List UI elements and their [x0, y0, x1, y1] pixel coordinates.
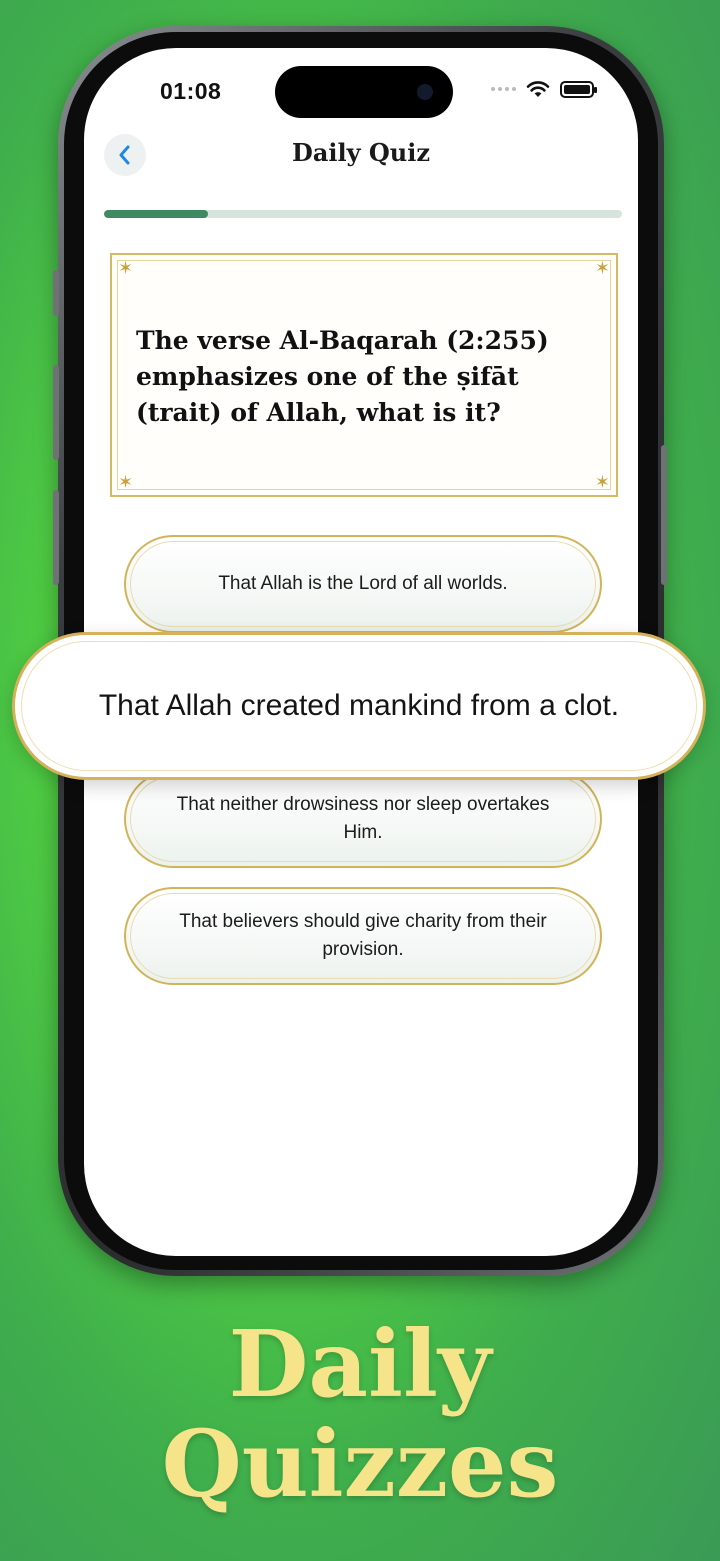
battery-icon: [560, 81, 594, 98]
quiz-progress-fill: [104, 210, 208, 218]
corner-star-icon: ✶: [118, 258, 134, 278]
side-button-volume-up: [53, 365, 59, 460]
wifi-icon: [526, 80, 550, 98]
side-button-power: [661, 445, 667, 585]
corner-star-icon: ✶: [594, 472, 610, 492]
camera-icon: [417, 84, 433, 100]
answer-option-1[interactable]: That Allah is the Lord of all worlds.: [124, 535, 602, 633]
answer-option-3[interactable]: That neither drowsiness nor sleep overtakes Him.: [124, 770, 602, 868]
signal-dots-icon: [491, 87, 516, 91]
headline-line-1: Daily: [228, 1310, 492, 1418]
question-text: The verse Al-Baqarah (2:255) emphasizes one of the ṣifāt (trait) of Allah, what is it?: [136, 326, 549, 427]
side-button-action: [53, 270, 59, 316]
corner-star-icon: ✶: [118, 472, 134, 492]
dynamic-island: [275, 66, 453, 118]
corner-star-icon: ✶: [594, 258, 610, 278]
question-card: [110, 253, 618, 497]
answer-option-4[interactable]: That believers should give charity from their provision.: [124, 887, 602, 985]
side-button-volume-down: [53, 490, 59, 585]
answer-option-2-highlighted[interactable]: [12, 632, 706, 780]
page-title: Daily Quiz: [292, 138, 430, 167]
status-icons: [491, 80, 594, 98]
headline-line-2: Quizzes: [161, 1410, 559, 1518]
quiz-progress-bar: [104, 210, 622, 218]
status-time: 01:08: [160, 78, 222, 104]
answer-option-2-label: That Allah created mankind from a clot.: [98, 689, 620, 722]
